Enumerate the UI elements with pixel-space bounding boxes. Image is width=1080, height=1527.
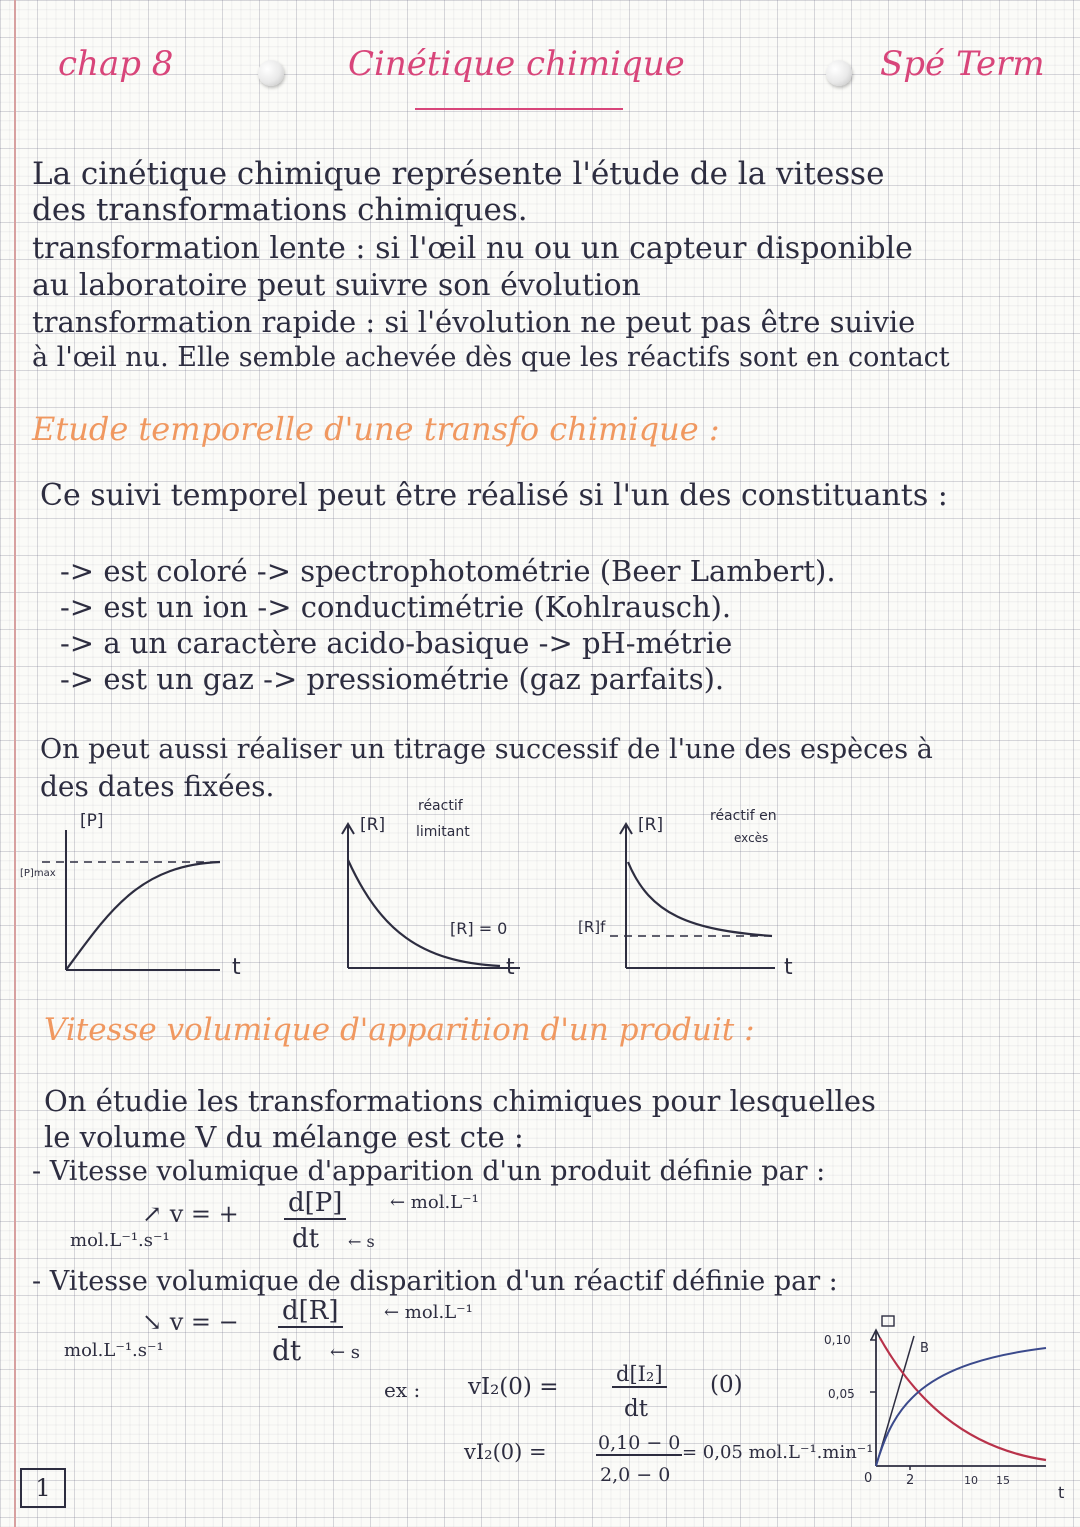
definition-apparition: - Vitesse volumique d'apparition d'un produit définie par : [32,1156,826,1187]
example-lhs: vI₂(0) = [468,1374,559,1400]
binder-hole-left [258,60,284,86]
formula-apparition-num: d[P] [284,1188,346,1220]
formula-apparition-den: dt [292,1224,320,1254]
formula-disparition-num: d[R] [278,1296,343,1328]
mini-graph-point-label: B [920,1341,929,1356]
example-result: = 0,05 mol.L⁻¹.min⁻¹ [682,1442,874,1463]
vitesse-line-1: On étudie les transformations chimiques pour lesquelles [44,1084,876,1118]
graph-reactif-exces [570,790,830,980]
intro-line-3: transformation lente : si l'œil nu ou un capteur disponible [32,231,913,266]
graph-reactif-limitant-note1: réactif [418,798,463,814]
graph-reactif-exces-ylabel: [R] [638,815,664,835]
section-heading-temporal: Etude temporelle d'une transfo chimique : [32,410,720,448]
formula-apparition-lhs: ↗ v = + [142,1200,239,1228]
definition-disparition: - Vitesse volumique de disparition d'un réactif définie par : [32,1266,838,1297]
mini-graph-xtick-0: 0 [864,1471,873,1486]
example-calc-num: 0,10 − 0 [598,1432,681,1454]
graph-product-xlabel: t [232,955,241,980]
graph-product-yvalue: [P]max [20,868,56,879]
method-item-acide-base: -> a un caractère acido-basique -> pH-métrie [60,626,733,660]
graph-reactif-limitant-xlabel: t [506,955,515,980]
method-item-ion: -> est un ion -> conductimétrie (Kohlrausch). [60,590,732,624]
graph-reactif-limitant-note2: limitant [416,824,470,840]
intro-line-4: au laboratoire peut suivre son évolution [32,268,641,303]
page-number: 1 [20,1468,66,1508]
graph-reactif-exces-note2: excès [734,831,769,845]
formula-disparition-unit: mol.L⁻¹.s⁻¹ [64,1340,164,1361]
mini-graph-ytick-mid: 0,05 [828,1387,855,1401]
graph-reactif-limitant [320,790,560,980]
intro-line-2: des transformations chimiques. [32,192,528,228]
mini-graph-xlabel: t [1058,1483,1065,1502]
method-item-gaz: -> est un gaz -> pressiométrie (gaz parfaits). [60,662,725,696]
page-title: Cinétique chimique [348,44,685,84]
example-calc-den: 2,0 − 0 [600,1464,671,1486]
intro-line-5: transformation rapide : si l'évolution ne peut pas être suivie [32,305,916,339]
example-label: ex : [384,1378,421,1402]
intro-line-6: à l'œil nu. Elle semble achevée dès que les réactifs sont en contact [32,342,950,373]
titrage-line-1: On peut aussi réaliser un titrage successif de l'une des espèces à [40,734,933,765]
title-underline [415,108,623,110]
graph-product-ylabel: [P] [80,811,104,831]
formula-apparition-num-unit: ← mol.L⁻¹ [390,1192,479,1213]
formula-apparition-den-unit: ← s [348,1232,375,1251]
example-arg: (0) [710,1372,743,1398]
formula-disparition-num-unit: ← mol.L⁻¹ [384,1302,473,1323]
vitesse-line-2: le volume V du mélange est cte : [44,1120,524,1154]
graph-product [20,810,270,980]
mini-graph-xtick-15: 15 [996,1474,1010,1487]
mini-graph-xtick-2: 2 [906,1473,915,1488]
binder-hole-right [826,60,852,86]
graph-reactif-exces-xlabel: t [784,955,793,980]
mini-graph-kinetics [814,1308,1074,1504]
example-calc-lhs: vI₂(0) = [464,1440,547,1464]
titrage-line-2: des dates fixées. [40,770,275,803]
mini-graph-xtick-10: 10 [964,1474,978,1487]
method-item-colore: -> est coloré -> spectrophotométrie (Beer Lambert). [60,554,836,588]
temporal-lead: Ce suivi temporel peut être réalisé si l'un des constituants : [40,478,948,513]
graph-reactif-exces-yvalue: [R]f [578,918,606,936]
margin-line [14,0,16,1527]
chapter-label: chap 8 [58,44,174,84]
section-heading-vitesse: Vitesse volumique d'apparition d'un produit : [44,1012,755,1048]
formula-disparition-lhs: ↘ v = − [142,1308,239,1336]
graph-reactif-limitant-ylabel: [R] [360,815,386,835]
mini-graph-ytick-high: 0,10 [824,1333,851,1347]
intro-line-1: La cinétique chimique représente l'étude de la vitesse [32,156,885,192]
example-num: d[I₂] [612,1362,667,1388]
formula-disparition-den: dt [272,1334,302,1367]
example-den: dt [624,1396,648,1422]
formula-apparition-unit: mol.L⁻¹.s⁻¹ [70,1230,170,1251]
level-label: Spé Term [880,44,1045,84]
formula-disparition-den-unit: ← s [330,1342,361,1363]
graph-reactif-exces-note1: réactif en [710,808,777,824]
graph-reactif-limitant-end: [R] = 0 [450,919,508,938]
